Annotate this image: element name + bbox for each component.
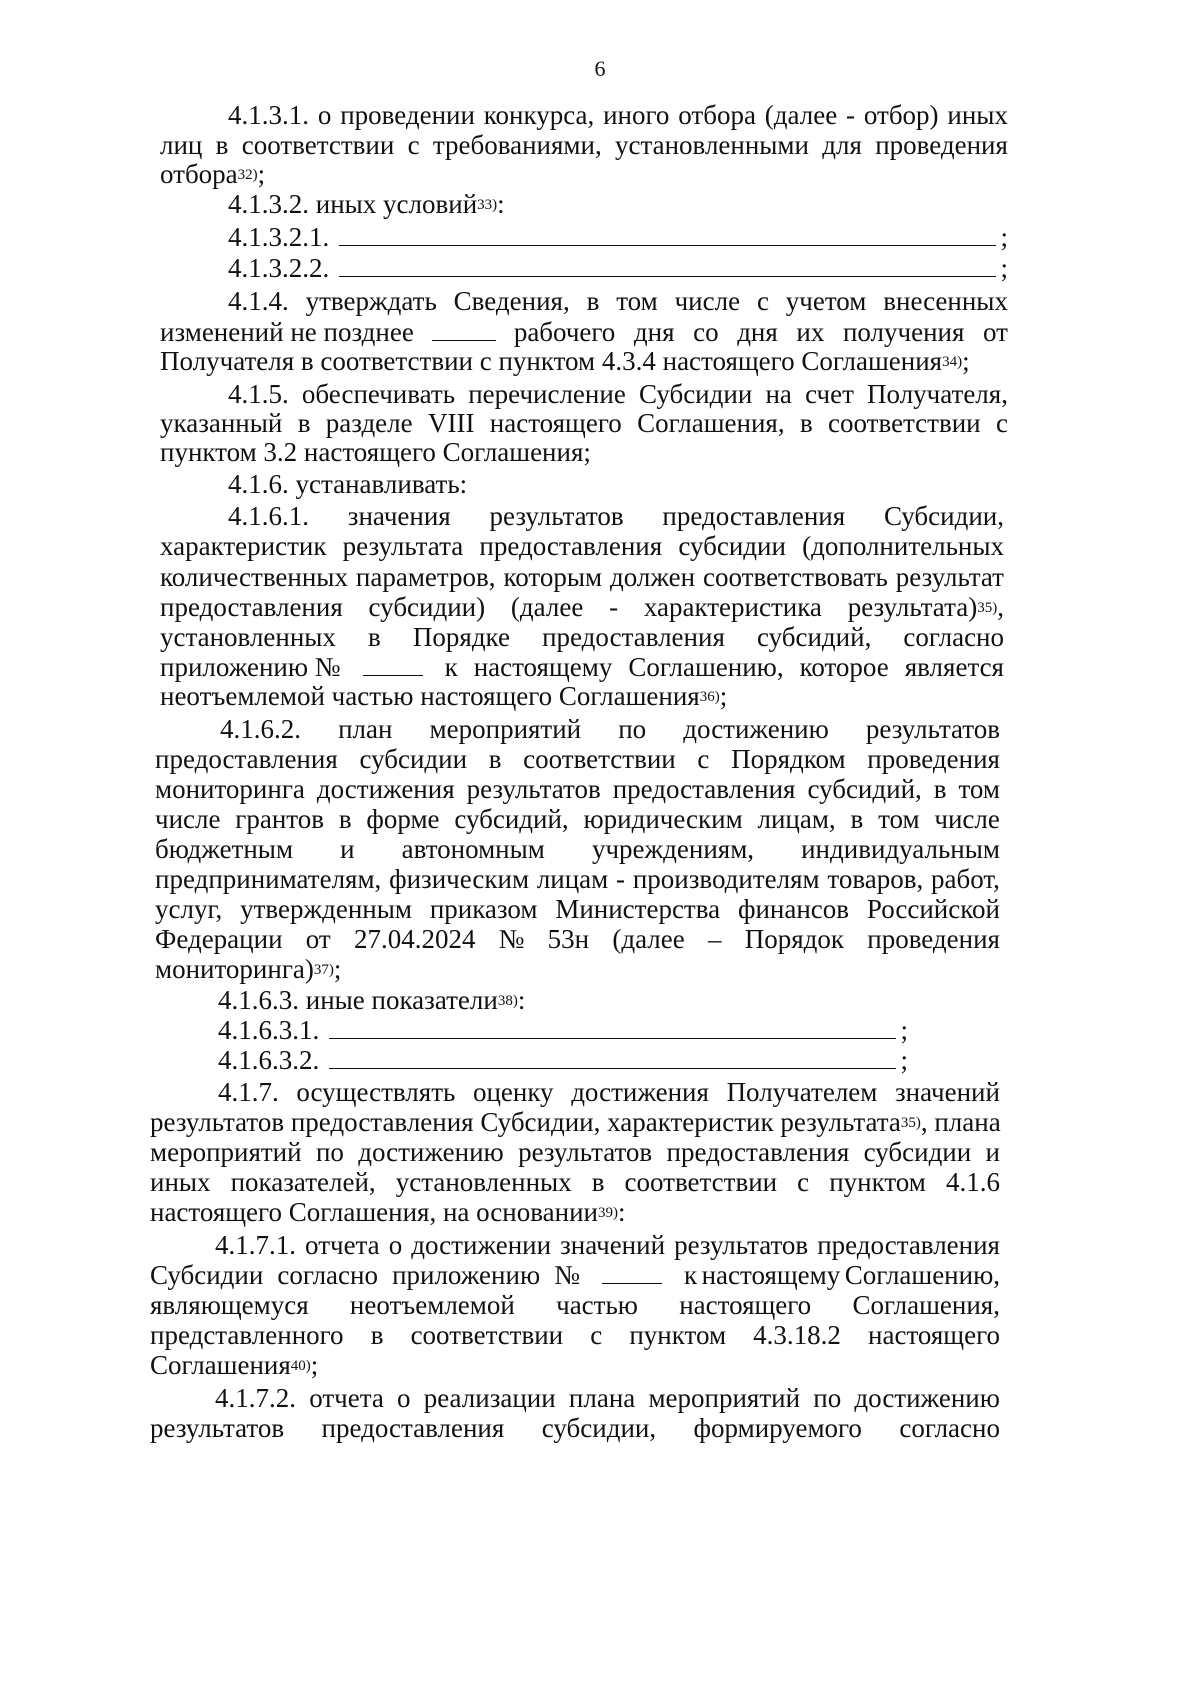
word: характеристик (160, 531, 327, 561)
text-line (150, 1166, 1000, 1198)
word: значений (560, 1230, 666, 1260)
word: представленного (150, 1320, 344, 1350)
word: мониторинга (155, 774, 305, 804)
text-line: результатов предоставления Субсидии, характеристик результата $^{35)}$ , плана (150, 1107, 1001, 1137)
word: предоставления (479, 531, 663, 561)
text-line (155, 833, 1000, 865)
text-line: мониторинга) $^{37)}$ ; (155, 954, 342, 984)
word: к (444, 652, 458, 682)
word: и (985, 1137, 1000, 1167)
word: в (591, 1167, 605, 1197)
word: 4.1.4. (228, 286, 289, 316)
word: автономным (401, 834, 545, 864)
word: осуществлять (296, 1077, 456, 1107)
word: бюджетным (155, 834, 294, 864)
word: лицам (536, 864, 609, 894)
blank-field (363, 653, 423, 676)
word: разделе (325, 408, 413, 438)
blank-field (329, 1044, 896, 1069)
word: грантов (235, 804, 324, 834)
text-line (160, 407, 1008, 439)
text-line (160, 621, 1004, 653)
word: субсидий, (756, 622, 872, 652)
word: соответствии (410, 1320, 564, 1350)
word: Сведения, (453, 286, 570, 316)
word: в (488, 744, 502, 774)
word: субсидии (359, 744, 468, 774)
text-line (150, 1136, 1000, 1168)
word: пунктом (629, 1320, 727, 1350)
word: параметров, (355, 562, 496, 592)
text-line: 4.1.3.2. иных условий $^{33)}$ : (228, 189, 505, 219)
word: установленных (395, 1167, 572, 1197)
word: счет (805, 379, 854, 409)
word: показателей, (230, 1167, 376, 1197)
word: предоставления (817, 1230, 1000, 1260)
word: неотъемлемой (349, 1290, 515, 1320)
word: том (958, 774, 1000, 804)
word: о (388, 1230, 403, 1260)
word: достижению (854, 1383, 1000, 1413)
word: утвержденным (240, 894, 412, 924)
word: являющемуся (150, 1290, 309, 1320)
word: проведения (867, 744, 1000, 774)
word: и (340, 834, 355, 864)
word: достижению (358, 1137, 504, 1167)
word: результата (342, 531, 464, 561)
text-line (155, 803, 1000, 835)
word: юридическим (583, 804, 743, 834)
word: числе (934, 804, 1000, 834)
word: - (609, 592, 619, 622)
word: (далее (510, 592, 584, 622)
word: план (338, 714, 393, 744)
word: в (368, 622, 381, 652)
word: результатов (674, 1230, 809, 1260)
word: достижению (683, 714, 829, 744)
word: Российской (866, 894, 1000, 924)
text-line (215, 1382, 1000, 1414)
word: отбор) (863, 100, 939, 130)
word: результатов (518, 1137, 653, 1167)
text-line: неотъемлемой частью настоящего Соглашения $^{36)}$ ; (160, 681, 728, 711)
word: учетом (785, 286, 867, 316)
word: с (797, 1167, 810, 1197)
word: предоставления (612, 774, 796, 804)
text-line (155, 743, 1000, 775)
text-line (155, 773, 1000, 805)
word: настоящего (679, 1290, 812, 1320)
word: мероприятий (150, 1137, 302, 1167)
word: плана (568, 1383, 636, 1413)
word: реализации (423, 1383, 556, 1413)
word: предпринимателям, (155, 864, 382, 894)
word: соответствии (828, 408, 981, 438)
word: проведения (875, 130, 1008, 160)
word: их (796, 317, 825, 347)
word: Соглашения, (637, 408, 785, 438)
word: результатов (865, 714, 1000, 744)
word: - (616, 864, 626, 894)
word: требованиями, (432, 130, 602, 160)
text-line (218, 1076, 1000, 1108)
word: услуг, (155, 894, 223, 924)
word: дня (633, 317, 675, 347)
word: соответствии (241, 130, 395, 160)
word: в (215, 130, 229, 160)
word: которое (799, 652, 889, 682)
word: № (554, 1260, 580, 1290)
text-line: Получателя в соответствии с пунктом 4.3.4 настоящего Соглашения $^{34)}$ ; (160, 346, 970, 376)
word: том (878, 804, 920, 834)
word: значения (347, 501, 451, 531)
word: о (397, 1383, 411, 1413)
word: предоставления (155, 744, 338, 774)
word: индивидуальным (801, 834, 1000, 864)
fill-in-line: 4.1.6.3.2. ; (218, 1045, 908, 1075)
word: физическим (389, 864, 530, 894)
word: лиц (160, 130, 203, 160)
word: в (370, 1320, 384, 1350)
word: Министерства (555, 894, 721, 924)
text-line: Соглашения $^{40)}$ ; (150, 1350, 319, 1380)
text-line (150, 1412, 1000, 1444)
text-line: 4.1.6. устанавливать: (228, 469, 468, 499)
word: Субсидии, (883, 501, 1004, 531)
word: субсидии) (368, 592, 486, 622)
word: учреждениям, (591, 834, 755, 864)
text-line: настоящего Соглашения, на основании $^{39)}$ : (150, 1197, 626, 1227)
word: 4.1.7.2. (215, 1383, 296, 1413)
word: к (684, 1260, 698, 1290)
fill-in-line: 4.1.3.2.1. ; (228, 222, 1008, 252)
word: 4.1.5. (228, 379, 289, 409)
text-line (160, 561, 1004, 593)
word: 4.1.6 (945, 1167, 1000, 1197)
word: по (618, 714, 647, 744)
word: – (708, 924, 722, 954)
text-line (155, 893, 1000, 925)
word: настоящему (473, 652, 613, 682)
word: финансов (737, 894, 850, 924)
word: результат (895, 562, 1004, 592)
word: отбора (678, 100, 756, 130)
blank-field (339, 252, 996, 277)
word: - (846, 100, 856, 130)
word: в (850, 804, 864, 834)
word: является (904, 652, 1004, 682)
text-line: отбора $^{32)}$ ; (160, 159, 266, 189)
text-line (220, 713, 1000, 745)
word: предоставления (666, 1137, 850, 1167)
word: мероприятий (429, 714, 582, 744)
word: результатов (150, 1413, 285, 1443)
word: предоставления (662, 501, 846, 531)
word: иных (150, 1167, 211, 1197)
word: по (813, 1383, 842, 1413)
word: утверждать (305, 286, 437, 316)
word: Федерации (155, 924, 283, 954)
text-line (155, 863, 1000, 895)
word: Получателем (726, 1077, 878, 1107)
word: VIII (427, 408, 475, 438)
word: должен (610, 562, 696, 592)
word: (далее (764, 100, 838, 130)
word: в (933, 774, 947, 804)
word: пунктом (829, 1167, 926, 1197)
word: по (315, 1137, 344, 1167)
word: соответствии (624, 1167, 778, 1197)
word: иных (947, 100, 1008, 130)
word: с (407, 130, 420, 160)
word: о (317, 100, 332, 130)
word: 4.3.18.2 (753, 1320, 841, 1350)
word: оценку (472, 1077, 554, 1107)
word: конкурса, (483, 100, 595, 130)
word: предоставления (160, 592, 343, 622)
word: числе (155, 804, 221, 834)
word: от (982, 317, 1008, 347)
word: 4.1.6.1. (228, 501, 309, 531)
word: 27.04.2024 (353, 924, 476, 954)
word: 4.1.7.1. (215, 1230, 296, 1260)
word: Получателя, (867, 379, 1008, 409)
word: с (590, 1320, 603, 1350)
word: работ, (931, 864, 1000, 894)
text-line: пунктом 3.2 настоящего Соглашения; (160, 437, 591, 467)
word: субсидии, (541, 1413, 657, 1443)
word: мероприятий (648, 1383, 801, 1413)
word: соответствии (523, 744, 676, 774)
word: № (498, 924, 525, 954)
word: Субсидии (638, 379, 753, 409)
word: форме (366, 804, 440, 834)
word: в (586, 286, 600, 316)
word: результатов (466, 774, 601, 804)
word: в (338, 804, 352, 834)
text-line (150, 1259, 1000, 1291)
word: 4.1.3.1. (228, 100, 309, 130)
word: результатов (489, 501, 624, 531)
word: значений (895, 1077, 1000, 1107)
word: со (693, 317, 719, 347)
word: (дополнительных (802, 531, 1004, 561)
word: согласно (277, 1260, 378, 1290)
text-line (228, 285, 1008, 317)
text-line (160, 530, 1004, 562)
word: на (765, 379, 792, 409)
page-number: 6 (594, 56, 606, 81)
text-line: приложению № к настоящему Соглашению, которое является (160, 652, 1004, 682)
word: товаров, (827, 864, 924, 894)
word: Соглашения, (852, 1290, 1000, 1320)
word: (далее (612, 924, 685, 954)
word: получения (842, 317, 965, 347)
word: достижении (411, 1230, 552, 1260)
word: настоящего (868, 1320, 1000, 1350)
word: для (822, 130, 862, 160)
word: соответствовать (703, 562, 888, 592)
word: субсидии (678, 531, 786, 561)
word: дня (737, 317, 778, 347)
word: Порядком (731, 744, 846, 774)
word: отчета (305, 1230, 380, 1260)
word: иного (603, 100, 670, 130)
word: от (305, 924, 331, 954)
word: Соглашению, (628, 652, 784, 682)
word: 4.1.6.2. (220, 714, 301, 744)
word: 53н (547, 924, 590, 954)
word: с (697, 744, 710, 774)
word: обеспечивать (301, 379, 456, 409)
text-line (228, 378, 1008, 410)
word: с (756, 286, 769, 316)
word: в (297, 408, 311, 438)
text-line (215, 1229, 1000, 1261)
word: настоящего (489, 408, 622, 438)
word: частью (556, 1290, 638, 1320)
word: установленных (160, 622, 336, 652)
word: Порядок (744, 924, 845, 954)
word: предоставления (321, 1413, 505, 1443)
text-line: изменений не позднее рабочего дня со дня их получения от (160, 317, 1008, 347)
text-line (228, 500, 1004, 532)
text-line: 4.1.6.3. иные показатели $^{38)}$ : (218, 985, 526, 1015)
text-line (228, 99, 1008, 131)
word: субсидии (863, 1137, 972, 1167)
word: формируемого (693, 1413, 862, 1443)
word: настоящему (701, 1260, 841, 1290)
word: производителям (632, 864, 820, 894)
fill-in-line: 4.1.6.3.1. ; (218, 1015, 908, 1045)
word: достижения (571, 1077, 709, 1107)
word: согласно (899, 1413, 1000, 1443)
text-line (150, 1289, 1000, 1321)
word: Порядке (412, 622, 510, 652)
word: Субсидии (150, 1260, 264, 1290)
word: согласно (903, 622, 1004, 652)
word: числе (674, 286, 741, 316)
text-line (155, 923, 1000, 955)
word: субсидий, (454, 804, 569, 834)
word: указанный (160, 408, 283, 438)
word: проведения (867, 924, 1000, 954)
word: приказом (429, 894, 538, 924)
text-line (160, 129, 1008, 161)
text-line (150, 1319, 1000, 1351)
word: перечисление (468, 379, 626, 409)
word: рабочего (513, 317, 616, 347)
word: установленными (615, 130, 809, 160)
blank-field (329, 1014, 896, 1039)
word: отчета (309, 1383, 384, 1413)
word: внесенных (883, 286, 1008, 316)
word: количественных (160, 562, 348, 592)
word: проведении (340, 100, 475, 130)
blank-field (602, 1261, 662, 1284)
word: с (995, 408, 1008, 438)
blank-field (432, 318, 496, 341)
word: предоставления (542, 622, 725, 652)
fill-in-line: 4.1.3.2.2. ; (228, 253, 1008, 283)
word: приложению (392, 1260, 541, 1290)
blank-field (339, 221, 996, 246)
word: которым (503, 562, 603, 592)
word: Соглашению, (844, 1260, 1000, 1290)
word: субсидий, (807, 774, 922, 804)
word: в (799, 408, 813, 438)
word: 4.1.7. (218, 1077, 279, 1107)
word: лицам, (757, 804, 836, 834)
text-line: предоставления субсидии) (далее - характеристика результата) $^{35)}$ , (160, 592, 1004, 622)
word: том (616, 286, 658, 316)
word: характеристика (643, 592, 822, 622)
word: результата) (847, 592, 978, 622)
word: достижения (316, 774, 455, 804)
